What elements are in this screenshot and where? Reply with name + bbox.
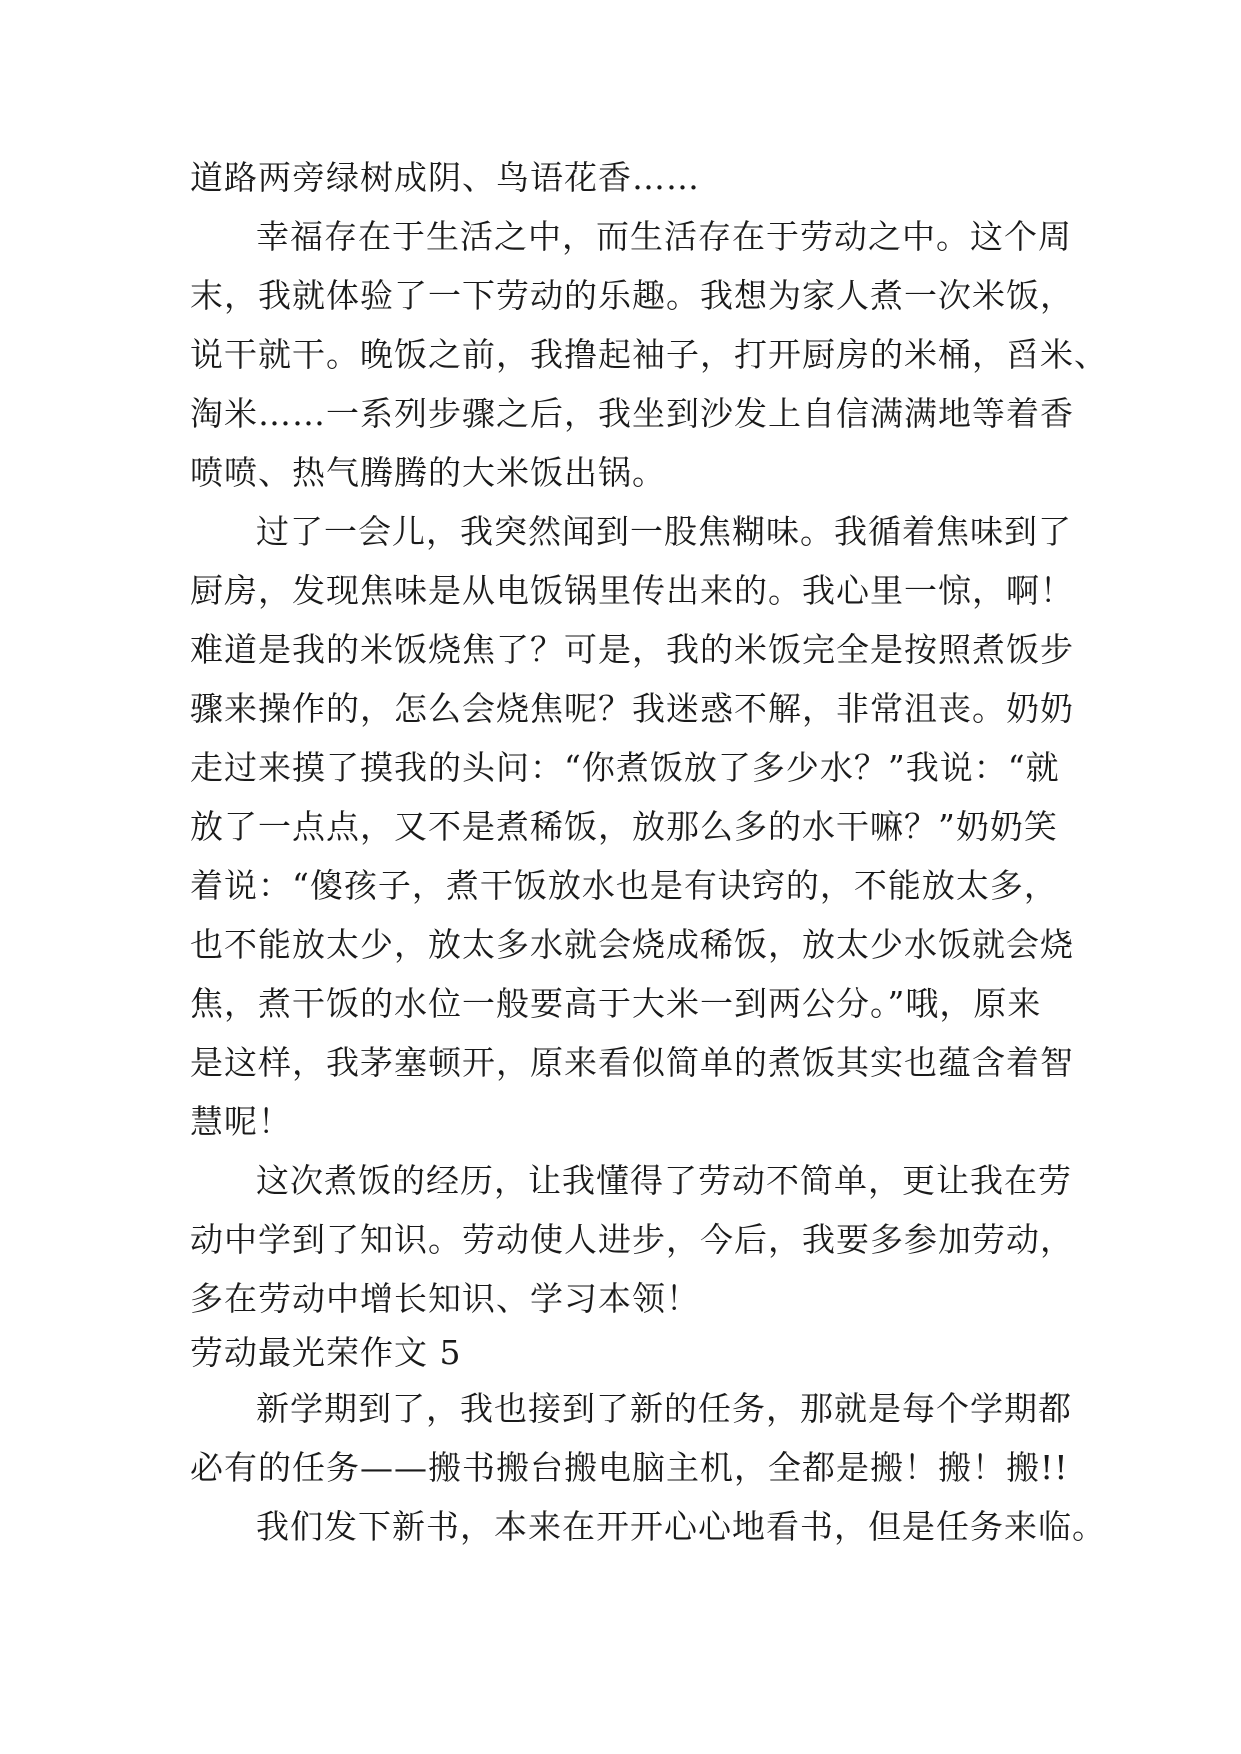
text-line: 慧呢！ (190, 1102, 292, 1141)
paragraph-start-line: 新学期到了，我也接到了新的任务，那就是每个学期都 (256, 1389, 1072, 1428)
text-line: 骤来操作的，怎么会烧焦呢？我迷惑不解，非常沮丧。奶奶 (190, 689, 1074, 728)
text-line: 末，我就体验了一下劳动的乐趣。我想为家人煮一次米饭， (190, 276, 1074, 315)
text-line: 多在劳动中增长知识、学习本领！ (190, 1279, 700, 1318)
text-line: 着说：“傻孩子，煮干饭放水也是有诀窍的，不能放太多， (190, 866, 1058, 905)
section-heading: 劳动最光荣作文 5 (190, 1333, 462, 1372)
paragraph-start-line: 这次煮饭的经历，让我懂得了劳动不简单，更让我在劳 (256, 1161, 1072, 1200)
paragraph-start-line: 过了一会儿，我突然闻到一股焦糊味。我循着焦味到了 (256, 512, 1072, 551)
text-line: 难道是我的米饭烧焦了？可是，我的米饭完全是按照煮饭步 (190, 630, 1074, 669)
text-line: 也不能放太少，放太多水就会烧成稀饭，放太少水饭就会烧 (190, 925, 1074, 964)
paragraph-start-line: 我们发下新书，本来在开开心心地看书，但是任务来临。 (256, 1507, 1106, 1546)
text-line: 喷喷、热气腾腾的大米饭出锅。 (190, 453, 666, 492)
text-line: 必有的任务——搬书搬台搬电脑主机，全都是搬！搬！搬!! (190, 1448, 1069, 1487)
text-line: 走过来摸了摸我的头问：“你煮饭放了多少水？”我说：“就 (190, 748, 1060, 787)
text-line: 厨房，发现焦味是从电饭锅里传出来的。我心里一惊，啊！ (190, 571, 1074, 610)
text-line: 淘米……一系列步骤之后，我坐到沙发上自信满满地等着香 (190, 394, 1074, 433)
text-line: 放了一点点，又不是煮稀饭，放那么多的水干嘛？”奶奶笑 (190, 807, 1058, 846)
paragraph-start-line: 幸福存在于生活之中，而生活存在于劳动之中。这个周 (256, 217, 1072, 256)
text-line: 动中学到了知识。劳动使人进步，今后，我要多参加劳动， (190, 1220, 1074, 1259)
text-line: 道路两旁绿树成阴、鸟语花香…… (190, 158, 700, 197)
text-line: 说干就干。晚饭之前，我撸起袖子，打开厨房的米桶，舀米、 (190, 335, 1108, 374)
text-line: 是这样，我茅塞顿开，原来看似简单的煮饭其实也蕴含着智 (190, 1043, 1074, 1082)
text-line: 焦，煮干饭的水位一般要高于大米一到两公分。”哦，原来 (190, 984, 1042, 1023)
